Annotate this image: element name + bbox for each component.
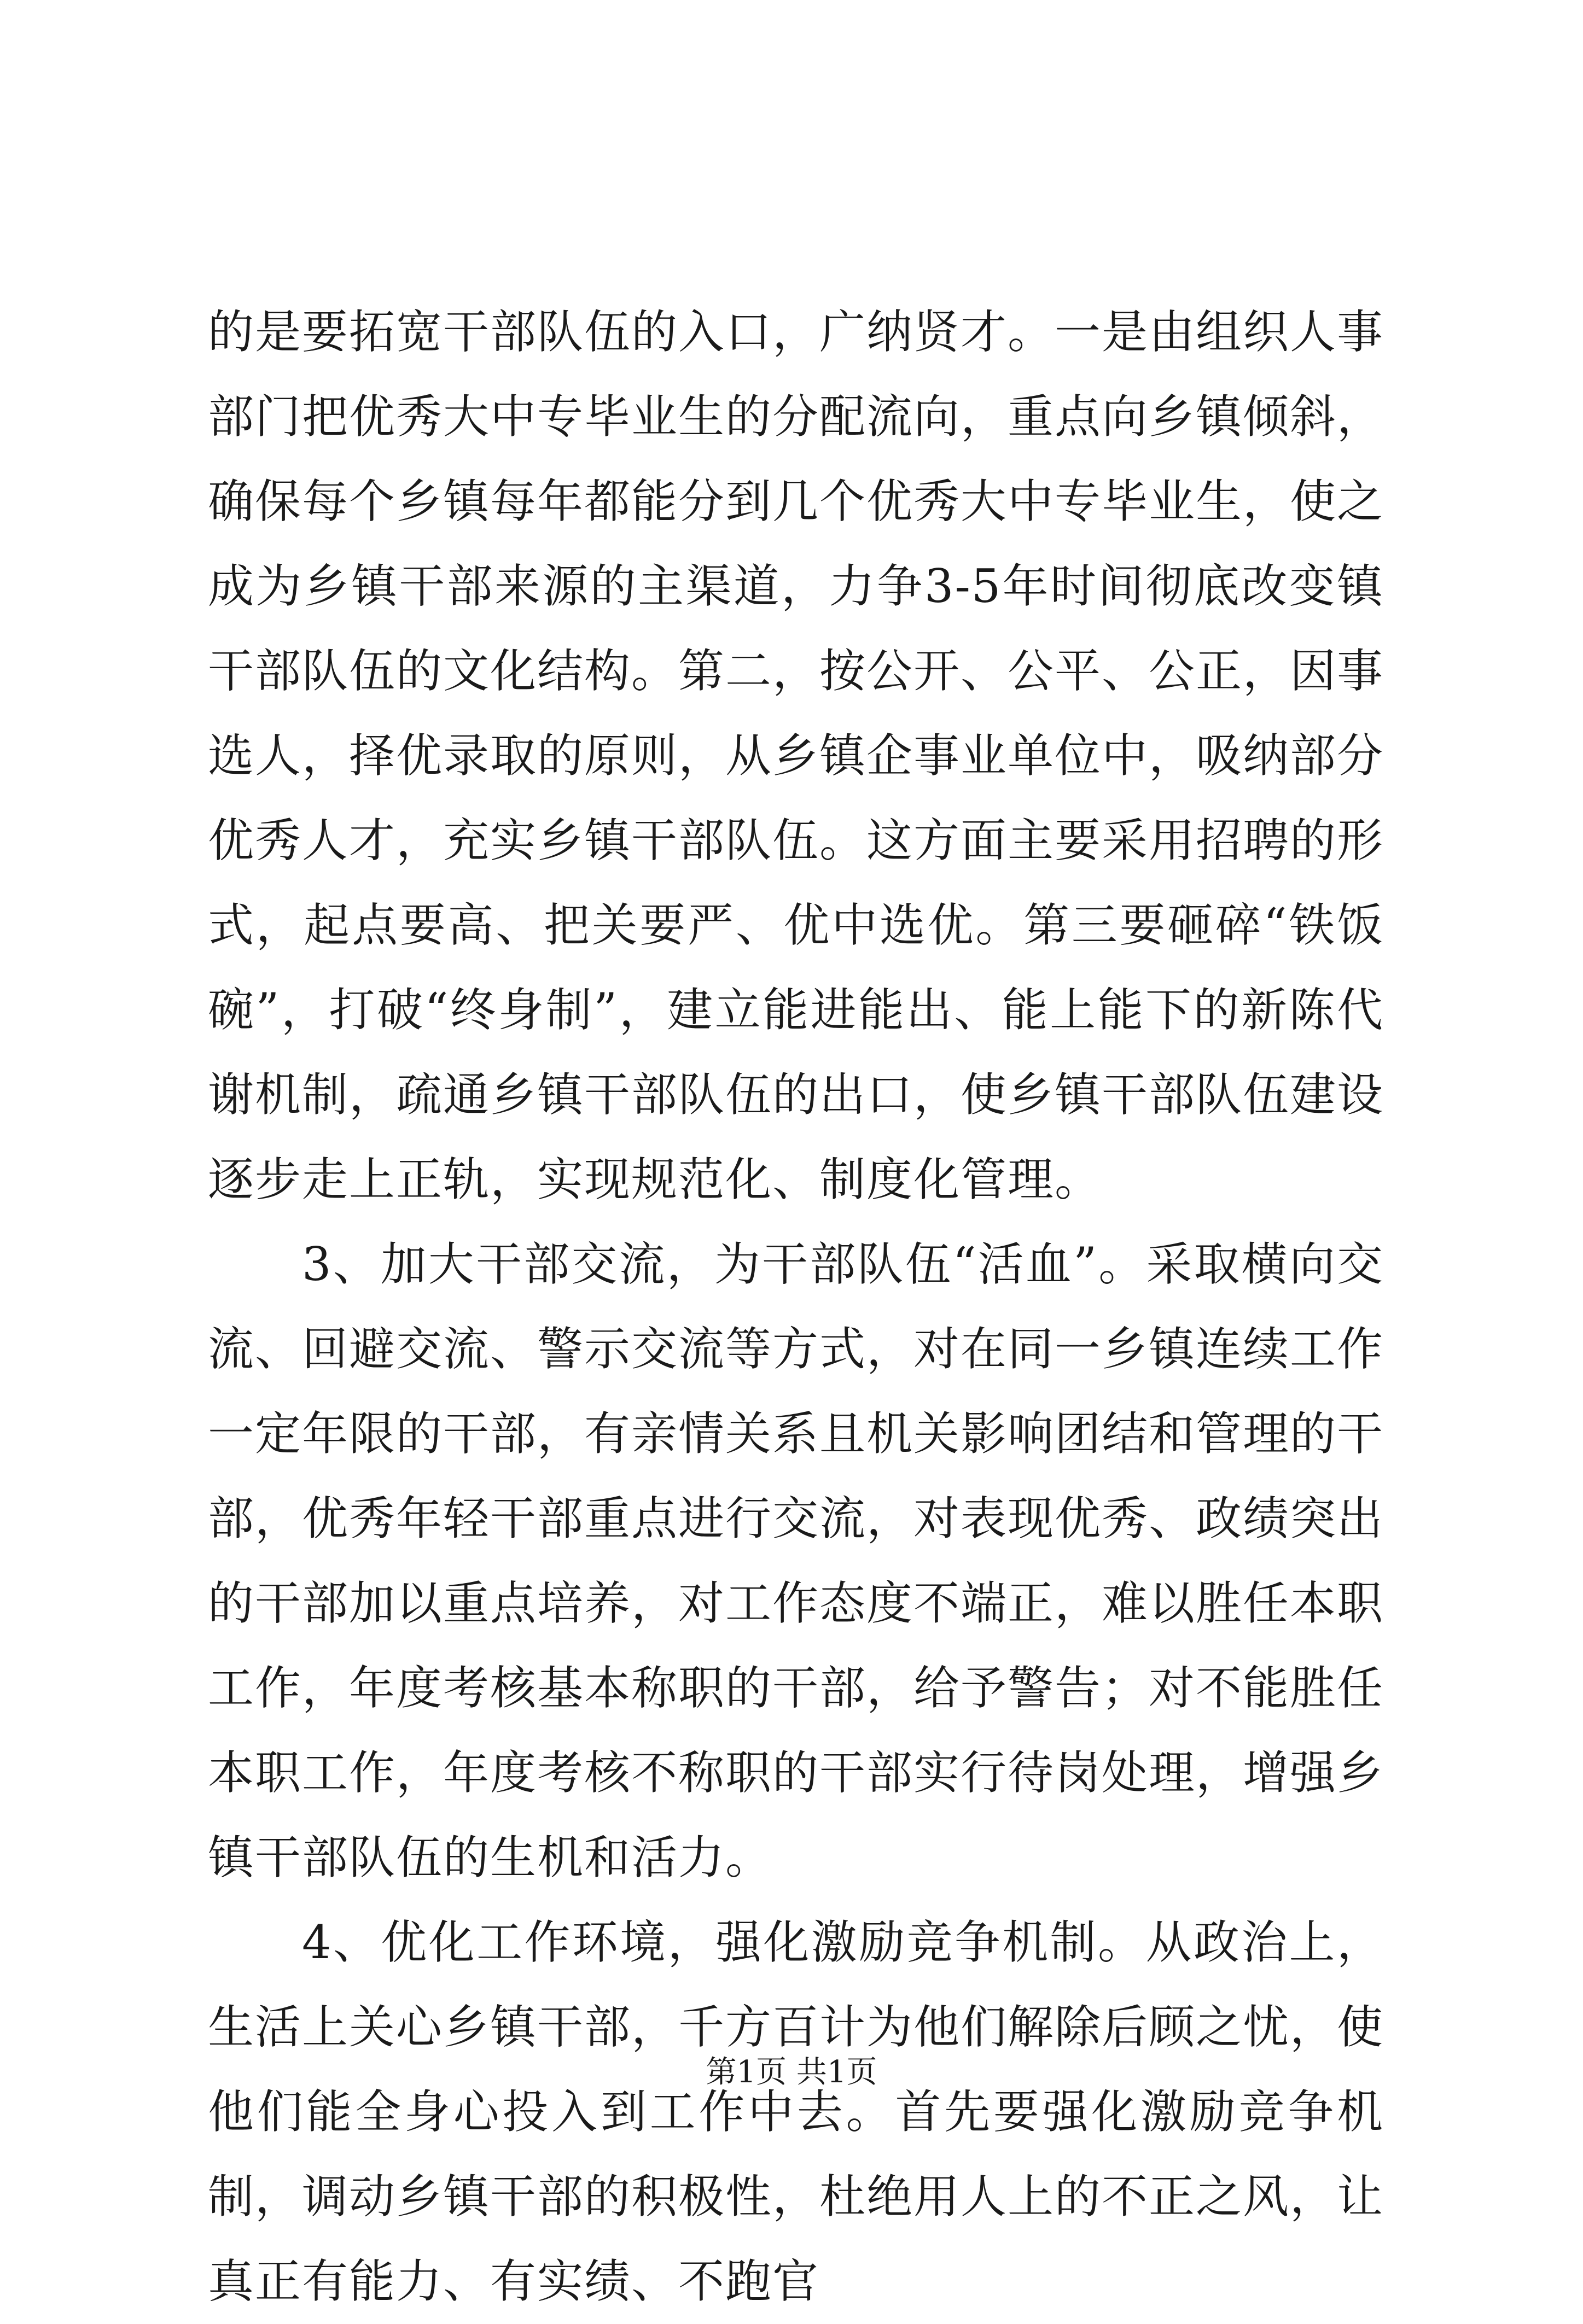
document-body bbox=[208, 290, 1384, 2324]
paragraph-section-3: 3、加大干部交流，为干部队伍“活血”。采取横向交流、回避交流、警示交流等方式，对在同一乡镇连续工作一定年限的干部，有亲情关系且机关影响团结和管理的干部，优秀年轻干部重点进行交流，对表现优秀、政绩突出的干部加以重点培养，对工作态度不端正，难以胜任本职工作，年度考核基本称职的干部，给予警告；对不能胜任本职工作，年度考核不称职的干部实行待岗处理，增强乡镇干部队伍的生机和活力。 bbox=[208, 1237, 1384, 1884]
paragraph-continued: 的是要拓宽干部队伍的入口，广纳贤才。一是由组织人事部门把优秀大中专毕业生的分配流向，重点向乡镇倾斜，确保每个乡镇每年都能分到几个优秀大中专毕业生，使之成为乡镇干部来源的主渠道，力争3-5年时间彻底改变镇干部队伍的文化结构。第二，按公开、公平、公正，因事选人，择优录取的原则，从乡镇企事业单位中，吸纳部分优秀人才，充实乡镇干部队伍。这方面主要采用招聘的形式，起点要高、把关要严、优中选优。第三要砸碎“铁饭碗”，打破“终身制”，建立能进能出、能上能下的新陈代谢机制，疏通乡镇干部队伍的出口，使乡镇干部队伍建设逐步走上正轨，实现规范化、制度化管理。 bbox=[208, 305, 1384, 1206]
paragraph-section-4: 4、优化工作环境，强化激励竞争机制。从政治上，生活上关心乡镇干部，千方百计为他们解除后顾之忧，使他们能全身心投入到工作中去。首先要强化激励竞争机制，调动乡镇干部的积极性，杜绝用人上的不正之风，让真正有能力、有实绩、不跑官 bbox=[208, 1916, 1384, 2308]
page-footer: 第1页 共1页 bbox=[706, 2054, 877, 2090]
